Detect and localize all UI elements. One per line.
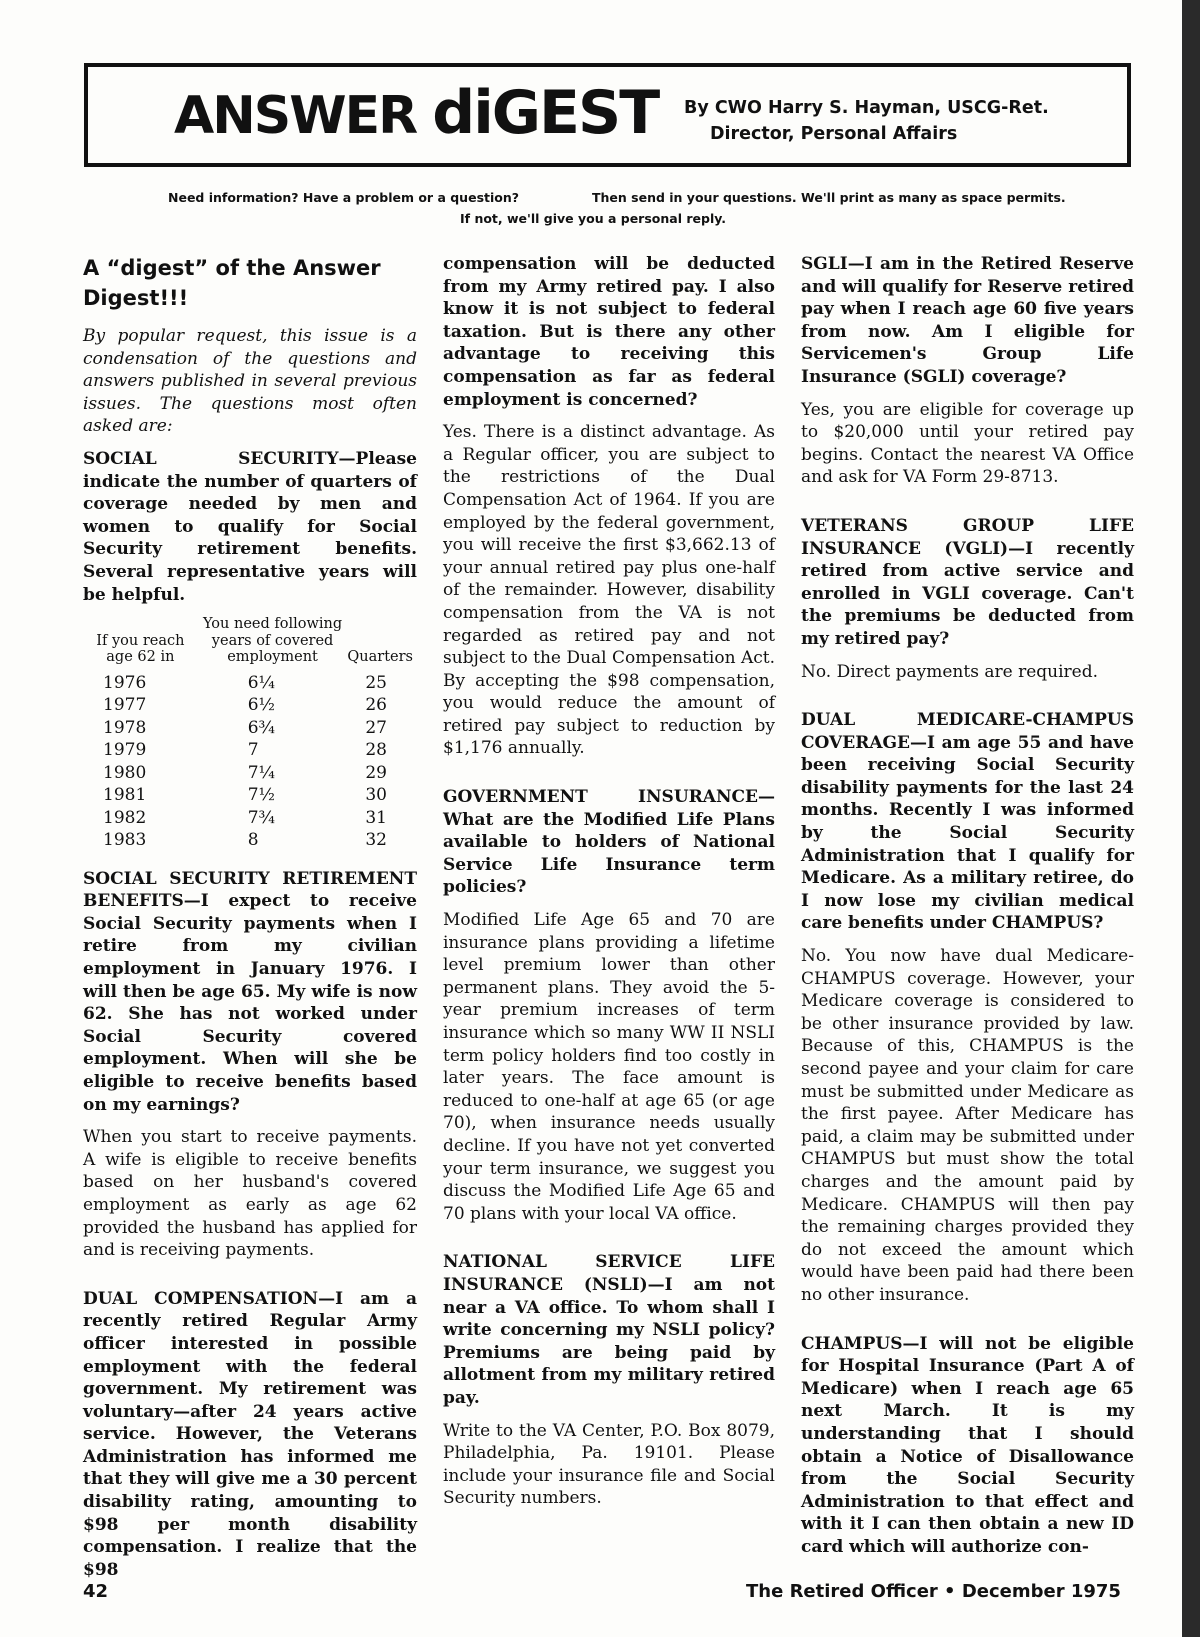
table-row (83, 694, 413, 717)
prompt-line-2: Then send in your questions. We'll print as many as space permits. (592, 190, 1066, 205)
table-cell-quarters: 32 (365, 830, 387, 851)
prompt-line-3: If not, we'll give you a personal reply. (460, 211, 726, 226)
table-cell-years: 6½ (247, 695, 276, 716)
table-cell-year: 1979 (103, 740, 147, 761)
table-cell-years: 8 (247, 830, 259, 851)
question-nsli: NATIONAL SERVICE LIFE INSURANCE (NSLI)—I am not near a VA office. To whom shall I write concerning my NSLI policy? Premiums are being paid by allotment from my military retired pay. (443, 1252, 775, 1408)
table-cell-quarters: 27 (365, 717, 387, 738)
table-row (83, 739, 413, 762)
table-cell-quarters: 25 (365, 672, 387, 693)
table-header-years: You need following years of covered employment (202, 616, 343, 666)
answer-dual-medicare-champus: No. You now have dual Medicare-CHAMPUS coverage. However, your Medicare coverage is considered to be other insurance provided by law. Because of this, CHAMPUS is the second payee and your claim for care must be submitted under Medicare as the first payee. After Medicare has paid, a claim may be submitted under CHAMPUS but must show the total charges and the amount paid by Medicare. CHAMPUS will then pay the remaining charges provided they do not exceed the amount which would have been paid had there been no other insurance. (801, 946, 1134, 1305)
table-cell-quarters: 31 (365, 807, 387, 828)
quarters-table (83, 616, 413, 852)
column-1 (83, 253, 417, 1591)
answer-government-insurance: Modified Life Age 65 and 70 are insurance plans providing a lifetime level premium lower than other permanent plans. They avoid the 5-year premium increases of term insurance which so many WW II NSLI term policy holders find too costly in later years. The face amount is reduced to one-half at age 65 (or age 70), when insurance needs usually decline. If you have not yet converted your term insurance, we suggest you discuss the Modified Life Age 65 and 70 plans with your local VA office. (443, 910, 775, 1224)
table-cell-years: 7¼ (247, 762, 276, 783)
question-social-security: SOCIAL SECURITY—Please indicate the number of quarters of coverage needed by men and women to qualify for Social Security retirement benefits. Several representative years will be helpful. (83, 448, 417, 605)
table-cell-quarters: 30 (365, 785, 387, 806)
table-header-row (83, 616, 413, 672)
question-champus: CHAMPUS—I will not be eligible for Hospital Insurance (Part A of Medicare) when I reach age 65 next March. It is my understanding that I should obtain a Notice of Disallowance from the Social Security Administration to that effect and with it I can then obtain a new ID card which will authorize con- (801, 1333, 1134, 1557)
table-cell-year: 1978 (103, 717, 147, 738)
column-3 (801, 253, 1134, 1568)
masthead (84, 63, 1131, 167)
question-sgli: SGLI—I am in the Retired Reserve and will qualify for Reserve retired pay when I reach age 60 five years from now. Am I eligible for Servicemen's Group Life Insurance (SGLI) coverage? (801, 254, 1134, 387)
answer-nsli: Write to the VA Center, P.O. Box 8079, Philadelphia, Pa. 19101. Please include your insurance file and Social Security numbers. (443, 1420, 775, 1509)
table-cell-year: 1983 (103, 830, 147, 851)
question-dual-compensation: DUAL COMPENSATION—I am a recently retired Regular Army officer interested in possible employment with the federal government. My retirement was voluntary—after 24 years active service. However, the Veterans Administration has informed me that they will give me a 30 percent disability rating, amounting to $98 per month disability compensation. I realize that the $98 (83, 1288, 417, 1580)
table-cell-years: 7¾ (247, 807, 276, 828)
question-ss-retirement-benefits: SOCIAL SECURITY RETIREMENT BENEFITS—I expect to receive Social Security payments when I retire from my civilian employment in January 1976. I will then be age 65. My wife is now 62. She has not worked under Social Security covered employment. When will she be eligible to receive benefits based on my earnings? (83, 868, 417, 1115)
table-cell-year: 1980 (103, 762, 147, 783)
logo-word-digest: diGEST (432, 78, 659, 148)
table-cell-year: 1976 (103, 672, 147, 693)
question-dual-compensation-continued: compensation will be deducted from my Army retired pay. I also know it is not subject to federal taxation. But is there any other advantage to receiving this compensation as far as federal employment is concerned? (443, 254, 775, 410)
question-government-insurance: GOVERNMENT INSURANCE—What are the Modified Life Plans available to holders of National Service Life Insurance term policies? (443, 787, 775, 898)
table-row (83, 807, 413, 830)
table-row (83, 717, 413, 740)
table-row (83, 762, 413, 785)
prompt-line-1: Need information? Have a problem or a question? (168, 190, 520, 205)
column-2 (443, 253, 775, 1520)
table-row (83, 672, 413, 695)
answer-dual-compensation: Yes. There is a distinct advantage. As a Regular officer, you are subject to the restrictions of the Dual Compensation Act of 1964. If you are employed by the federal government, you will receive the first $3,662.13 of your annual retired pay plus one-half of the remainder. However, disability compensation from the VA is not regarded as retired pay and not subject to the Dual Compensation Act. By accepting the $98 compensation, you would reduce the amount of retired pay subject to reduction by $1,176 annually. (443, 422, 775, 759)
table-cell-years: 7 (247, 740, 259, 761)
page-number: 42 (83, 1581, 109, 1602)
table-cell-years: 7½ (247, 785, 276, 806)
article-title: A “digest” of the Answer Digest!!! (83, 256, 381, 310)
table-row (83, 829, 413, 852)
table-row (83, 784, 413, 807)
table-cell-quarters: 26 (365, 695, 387, 716)
question-dual-medicare-champus: DUAL MEDICARE-CHAMPUS COVERAGE—I am age 55 and have been receiving Social Security disability payments for the last 24 months. Recently I was informed by the Social Security Administration that I qualify for Medicare. As a military retiree, do I now lose my civilian medical care benefits under CHAMPUS? (801, 710, 1134, 934)
page-edge (1182, 0, 1200, 1637)
magazine-credit: The Retired Officer • December 1975 (746, 1581, 1121, 1602)
table-cell-years: 6¾ (247, 717, 276, 738)
answer-digest-logo (174, 78, 659, 148)
answer-vgli: No. Direct payments are required. (801, 661, 1098, 682)
intro-paragraph: By popular request, this issue is a condensation of the questions and answers published in several previous issues. The questions most often asked are: (83, 326, 417, 437)
table-cell-year: 1981 (103, 785, 147, 806)
byline (684, 95, 1049, 147)
answer-ss-retirement-benefits: When you start to receive payments. A wife is eligible to receive benefits based on her husband's covered employment as early as age 62 provided the husband has applied for and is receiving payments. (83, 1127, 417, 1261)
table-cell-years: 6¼ (247, 672, 276, 693)
question-vgli: VETERANS GROUP LIFE INSURANCE (VGLI)—I recently retired from active service and enrolled in VGLI coverage. Can't the premiums be deducted from my retired pay? (801, 515, 1134, 649)
table-cell-quarters: 29 (365, 762, 387, 783)
table-header-quarters: Quarters (347, 649, 413, 666)
answer-sgli: Yes, you are eligible for coverage up to $20,000 until your retired pay begins. Contact the nearest VA Office and ask for VA Form 29-8713. (801, 399, 1134, 488)
table-cell-year: 1982 (103, 807, 147, 828)
logo-word-answer: ANSWER (174, 86, 417, 146)
author-line: By CWO Harry S. Hayman, USCG-Ret. (684, 98, 1049, 118)
table-cell-quarters: 28 (365, 740, 387, 761)
table-header-year: If you reach age 62 in (96, 632, 185, 666)
author-role: Director, Personal Affairs (710, 124, 958, 144)
table-cell-year: 1977 (103, 695, 147, 716)
